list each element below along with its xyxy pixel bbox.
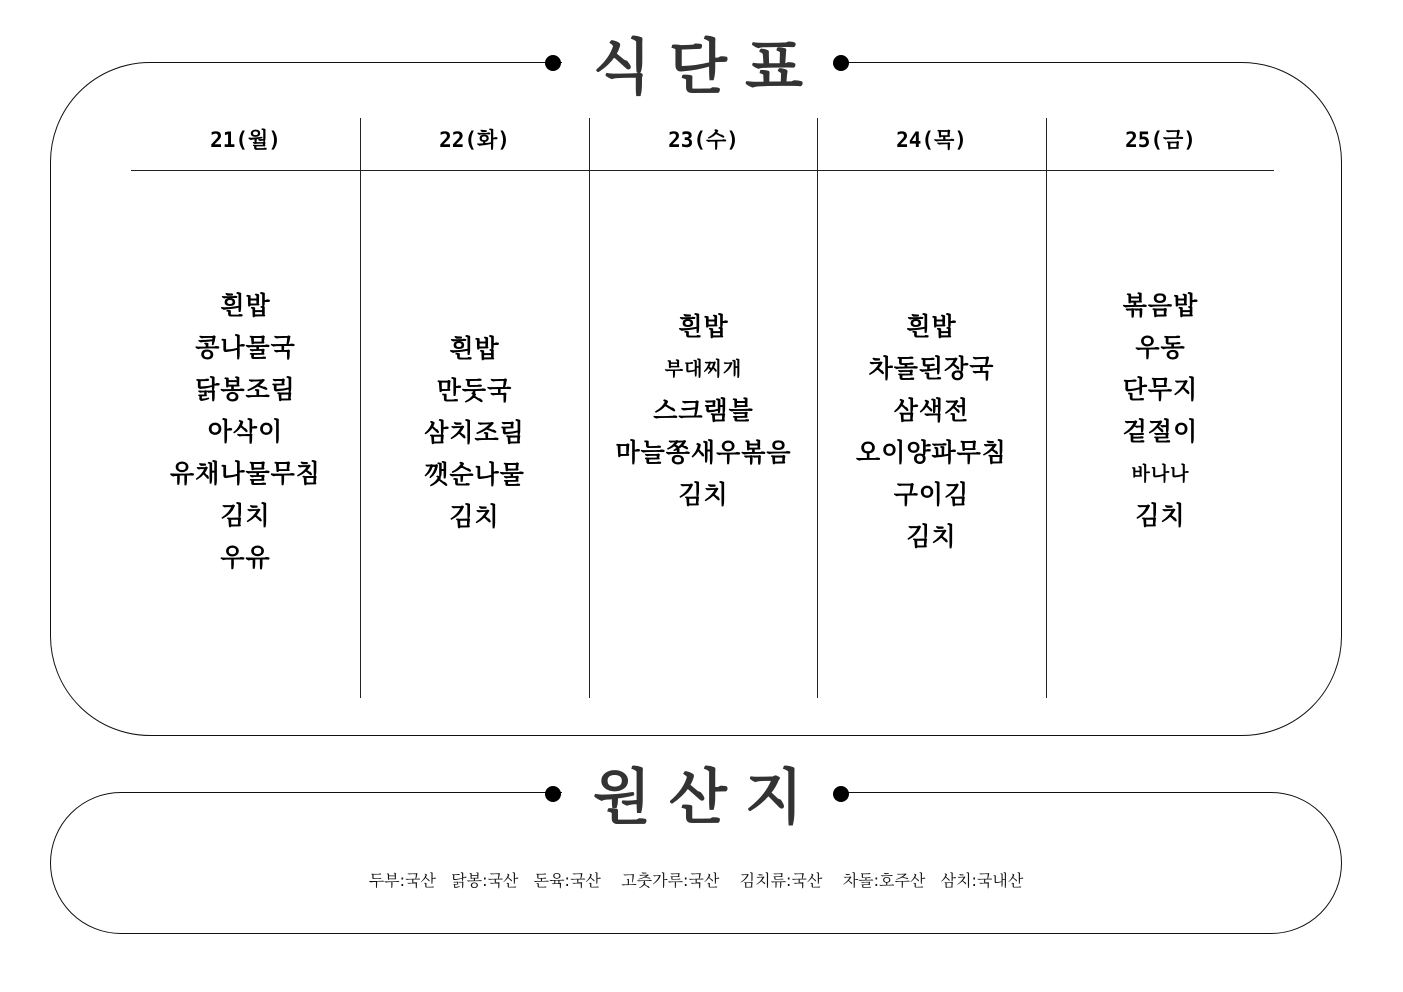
day-label-mon: 21(월)	[210, 128, 281, 152]
dish-item: 우유	[220, 543, 271, 572]
day-menu-fri	[1046, 285, 1275, 537]
dish-item: 콩나물국	[195, 333, 296, 362]
dish-item: 깻순나물	[424, 460, 525, 489]
day-menu-thu	[817, 306, 1046, 558]
menu-title: 식단표	[593, 33, 821, 103]
day-label-tue: 22(화)	[439, 128, 510, 152]
dish-item: 김치	[220, 501, 271, 530]
dish-item: 아삭이	[207, 417, 284, 446]
dish-item: 바나나	[1131, 463, 1190, 485]
dish-item: 구이김	[893, 480, 970, 509]
menu-title-wrap	[562, 28, 834, 108]
menu-title-right-dot	[833, 55, 849, 71]
day-menu-mon	[131, 285, 360, 579]
day-label-wed: 23(수)	[668, 128, 739, 152]
dish-item: 삼치조림	[424, 418, 525, 447]
dish-item: 단무지	[1122, 375, 1199, 404]
menu-title-left-dot	[545, 55, 561, 71]
dish-item: 만둣국	[436, 376, 513, 405]
day-label-fri: 25(금)	[1125, 128, 1196, 152]
origin-title-right-dot	[833, 786, 849, 802]
dish-item: 김치	[906, 522, 957, 551]
origin-title: 원산지	[593, 763, 821, 833]
dish-item: 흰밥	[220, 291, 271, 320]
day-label-thu: 24(목)	[896, 128, 967, 152]
dish-item: 김치	[449, 502, 500, 531]
day-menu-tue	[360, 328, 589, 538]
dish-item: 우동	[1135, 333, 1186, 362]
dish-item: 삼색전	[893, 396, 970, 425]
dish-item: 겉절이	[1122, 417, 1199, 446]
dish-item: 부대찌개	[664, 358, 743, 380]
origin-title-wrap	[562, 758, 834, 838]
day-menu-wed	[589, 306, 818, 516]
dish-item: 흰밥	[678, 312, 729, 341]
dish-item: 닭봉조림	[195, 375, 296, 404]
dish-item: 김치	[678, 480, 729, 509]
dish-item: 흰밥	[906, 312, 957, 341]
origin-info-text: 두부:국산 닭봉:국산 돈육:국산 고춧가루:국산 김치류:국산 차돌:호주산 삼치:국내산	[368, 871, 1024, 890]
dish-item: 스크램블	[653, 396, 754, 425]
dish-item: 흰밥	[449, 334, 500, 363]
dish-item: 오이양파무침	[856, 438, 1007, 467]
dish-item: 차돌된장국	[868, 354, 995, 383]
origin-title-left-dot	[545, 786, 561, 802]
dish-item: 김치	[1135, 501, 1186, 530]
dish-item: 볶음밥	[1122, 291, 1199, 320]
dish-item: 유채나물무침	[170, 459, 321, 488]
dish-item: 마늘쫑새우볶음	[615, 438, 792, 467]
